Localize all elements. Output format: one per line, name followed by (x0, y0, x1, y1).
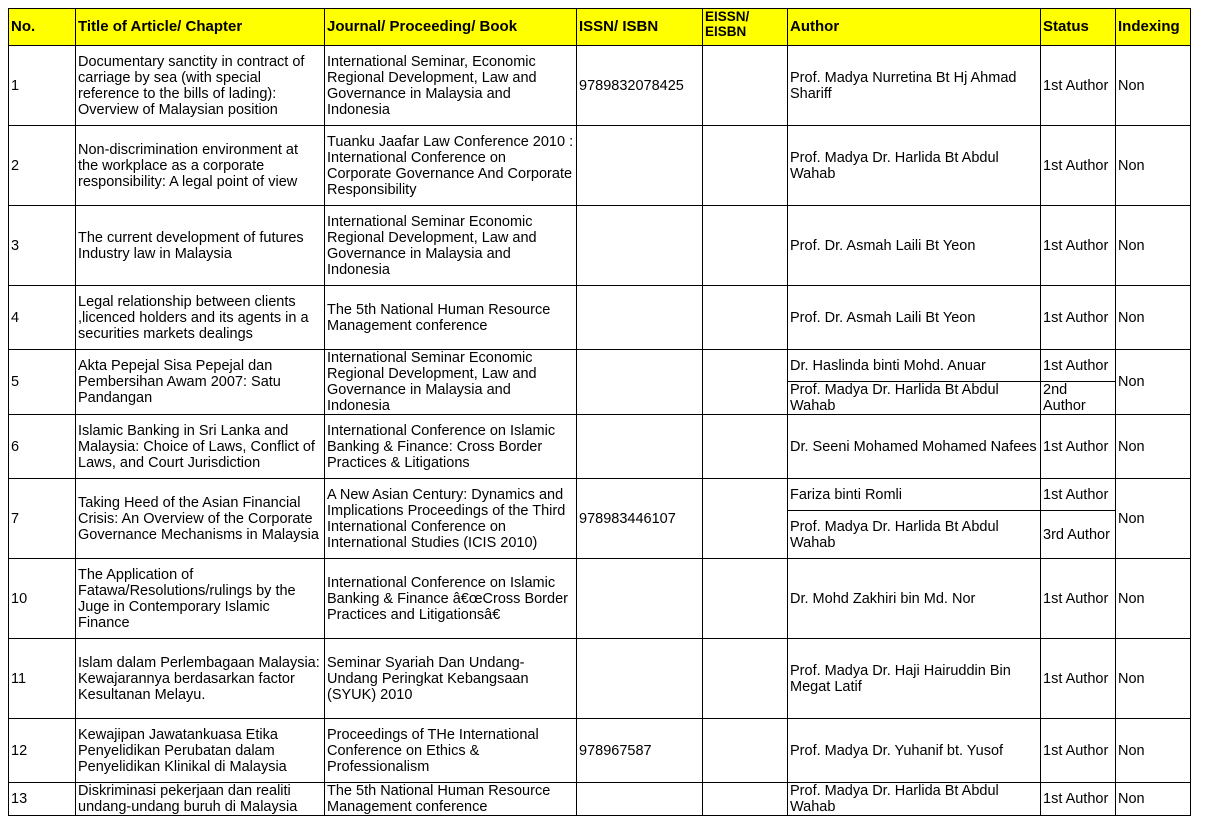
cell-author: Prof. Madya Dr. Haji Hairuddin Bin Megat Latif (788, 639, 1041, 719)
cell-no: 12 (9, 719, 76, 783)
cell-issn: 978983446107 (577, 479, 703, 559)
cell-indexing: Non (1116, 479, 1191, 559)
cell-title: Legal relationship between clients ,licenced holders and its agents in a securities markets dealings (76, 286, 325, 350)
cell-status: 1st Author (1041, 719, 1116, 783)
cell-no: 2 (9, 126, 76, 206)
cell-journal: The 5th National Human Resource Management conference (325, 286, 577, 350)
cell-eissn (703, 559, 788, 639)
cell-author: Dr. Haslinda binti Mohd. Anuar (788, 350, 1041, 382)
table-row (9, 783, 1191, 816)
cell-journal: A New Asian Century: Dynamics and Implications Proceedings of the Third International Conference on International Studies (ICIS 2010) (325, 479, 577, 559)
cell-journal: International Seminar Economic Regional Development, Law and Governance in Malaysia and Indonesia (325, 350, 577, 415)
table-row (9, 350, 1191, 382)
cell-issn (577, 783, 703, 816)
header-author: Author (788, 9, 1041, 46)
cell-no: 1 (9, 46, 76, 126)
cell-no: 7 (9, 479, 76, 559)
header-title: Title of Article/ Chapter (76, 9, 325, 46)
cell-eissn (703, 639, 788, 719)
cell-status: 1st Author (1041, 639, 1116, 719)
cell-journal: Proceedings of THe International Conference on Ethics & Professionalism (325, 719, 577, 783)
cell-status: 1st Author (1041, 559, 1116, 639)
cell-indexing: Non (1116, 639, 1191, 719)
cell-author: Dr. Seeni Mohamed Mohamed Nafees (788, 415, 1041, 479)
cell-no: 6 (9, 415, 76, 479)
cell-eissn (703, 286, 788, 350)
cell-author: Prof. Madya Nurretina Bt Hj Ahmad Shariff (788, 46, 1041, 126)
cell-indexing: Non (1116, 126, 1191, 206)
cell-eissn (703, 415, 788, 479)
table-row (9, 559, 1191, 639)
header-row (9, 9, 1191, 46)
cell-status: 1st Author (1041, 783, 1116, 816)
cell-eissn (703, 350, 788, 415)
cell-title: Kewajipan Jawatankuasa Etika Penyelidikan Perubatan dalam Penyelidikan Klinikal di Malaysia (76, 719, 325, 783)
cell-issn (577, 559, 703, 639)
cell-no: 5 (9, 350, 76, 415)
cell-status: 1st Author (1041, 46, 1116, 126)
cell-indexing: Non (1116, 719, 1191, 783)
header-no: No. (9, 9, 76, 46)
cell-journal: International Seminar Economic Regional Development, Law and Governance in Malaysia and Indonesia (325, 206, 577, 286)
cell-no: 10 (9, 559, 76, 639)
table-row (9, 206, 1191, 286)
cell-issn: 9789832078425 (577, 46, 703, 126)
cell-indexing: Non (1116, 46, 1191, 126)
cell-status: 2nd Author (1041, 382, 1116, 415)
cell-author: Prof. Dr. Asmah Laili Bt Yeon (788, 286, 1041, 350)
cell-author: Prof. Madya Dr. Harlida Bt Abdul Wahab (788, 511, 1041, 559)
header-indexing: Indexing (1116, 9, 1191, 46)
publication-table (8, 8, 1191, 816)
cell-eissn (703, 479, 788, 559)
cell-title: Islamic Banking in Sri Lanka and Malaysia: Choice of Laws, Conflict of Laws, and Court Jurisdiction (76, 415, 325, 479)
cell-no: 11 (9, 639, 76, 719)
table-row (9, 479, 1191, 511)
cell-author: Fariza binti Romli (788, 479, 1041, 511)
cell-no: 13 (9, 783, 76, 816)
cell-indexing: Non (1116, 559, 1191, 639)
cell-author: Prof. Madya Dr. Harlida Bt Abdul Wahab (788, 126, 1041, 206)
cell-issn (577, 350, 703, 415)
cell-issn (577, 286, 703, 350)
header-journal: Journal/ Proceeding/ Book (325, 9, 577, 46)
cell-author: Prof. Dr. Asmah Laili Bt Yeon (788, 206, 1041, 286)
cell-eissn (703, 126, 788, 206)
cell-status: 1st Author (1041, 415, 1116, 479)
cell-title: Akta Pepejal Sisa Pepejal dan Pembersihan Awam 2007: Satu Pandangan (76, 350, 325, 415)
cell-status: 1st Author (1041, 286, 1116, 350)
cell-title: Diskriminasi pekerjaan dan realiti undang-undang buruh di Malaysia (76, 783, 325, 816)
cell-title: Islam dalam Perlembagaan Malaysia: Kewajarannya berdasarkan factor Kesultanan Melayu. (76, 639, 325, 719)
header-issn: ISSN/ ISBN (577, 9, 703, 46)
cell-journal: International Conference on Islamic Banking & Finance: Cross Border Practices & Litigations (325, 415, 577, 479)
cell-title: Non-discrimination environment at the workplace as a corporate responsibility: A legal point of view (76, 126, 325, 206)
cell-title: Documentary sanctity in contract of carriage by sea (with special reference to the bills of lading): Overview of Malaysian position (76, 46, 325, 126)
header-status: Status (1041, 9, 1116, 46)
cell-eissn (703, 719, 788, 783)
cell-eissn (703, 46, 788, 126)
cell-indexing: Non (1116, 206, 1191, 286)
table-row (9, 46, 1191, 126)
cell-no: 3 (9, 206, 76, 286)
cell-status: 3rd Author (1041, 511, 1116, 559)
cell-issn (577, 639, 703, 719)
cell-issn (577, 206, 703, 286)
cell-indexing: Non (1116, 350, 1191, 415)
cell-issn (577, 126, 703, 206)
table-row (9, 639, 1191, 719)
cell-issn: 978967587 (577, 719, 703, 783)
cell-journal: International Seminar, Economic Regional Development, Law and Governance in Malaysia and Indonesia (325, 46, 577, 126)
cell-author: Prof. Madya Dr. Yuhanif bt. Yusof (788, 719, 1041, 783)
cell-status: 1st Author (1041, 350, 1116, 382)
cell-title: The Application of Fatawa/Resolutions/rulings by the Juge in Contemporary Islamic Finance (76, 559, 325, 639)
cell-author: Prof. Madya Dr. Harlida Bt Abdul Wahab (788, 783, 1041, 816)
cell-journal: The 5th National Human Resource Management conference (325, 783, 577, 816)
cell-journal: International Conference on Islamic Banking & Finance â€œCross Border Practices and Litigationsâ€ (325, 559, 577, 639)
cell-indexing: Non (1116, 286, 1191, 350)
cell-eissn (703, 783, 788, 816)
cell-indexing: Non (1116, 783, 1191, 816)
cell-status: 1st Author (1041, 126, 1116, 206)
cell-issn (577, 415, 703, 479)
table-row (9, 719, 1191, 783)
header-eissn: EISSN/ EISBN (703, 9, 788, 46)
table-row (9, 415, 1191, 479)
cell-eissn (703, 206, 788, 286)
table-row (9, 286, 1191, 350)
cell-no: 4 (9, 286, 76, 350)
table-row (9, 126, 1191, 206)
cell-author: Dr. Mohd Zakhiri bin Md. Nor (788, 559, 1041, 639)
cell-title: Taking Heed of the Asian Financial Crisis: An Overview of the Corporate Governance Mechanisms in Malaysia (76, 479, 325, 559)
cell-journal: Tuanku Jaafar Law Conference 2010 : International Conference on Corporate Governance And Corporate Responsibility (325, 126, 577, 206)
table-body (9, 46, 1191, 816)
cell-status: 1st Author (1041, 479, 1116, 511)
cell-journal: Seminar Syariah Dan Undang-Undang Peringkat Kebangsaan (SYUK) 2010 (325, 639, 577, 719)
cell-title: The current development of futures Industry law in Malaysia (76, 206, 325, 286)
cell-author: Prof. Madya Dr. Harlida Bt Abdul Wahab (788, 382, 1041, 415)
cell-indexing: Non (1116, 415, 1191, 479)
cell-status: 1st Author (1041, 206, 1116, 286)
